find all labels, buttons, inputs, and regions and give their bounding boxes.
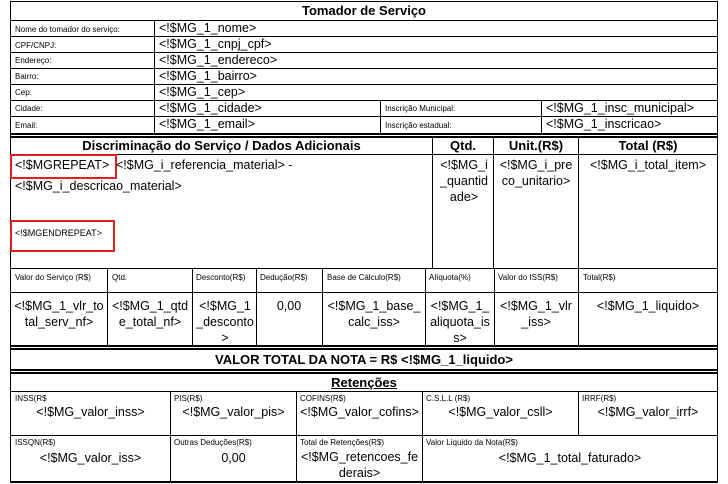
inscricao-estadual-label: Inscrição estadual: [385,121,452,130]
inscricao-municipal-label: Inscrição Municipal: [385,104,456,113]
qtd-header: Qtd. [450,138,476,153]
endereco-value: <!$MG_1_endereco> [159,53,278,67]
email-value: <!$MG_1_email> [159,117,255,131]
cidade-label: Cidade: [15,104,43,113]
total-retencoes-label: Total de Retenções(R$) [300,438,385,447]
bairro-label: Bairro: [15,72,39,81]
valor-liquido-value: <!$MG_1_total_faturado> [498,451,642,465]
total-liquido-value: <!$MG_1_liquido> [596,299,700,313]
aliquota-value: <!$MG_1_aliquota_iss> [430,299,490,345]
valor-servico-value: <!$MG_1_vlr_total_serv_nf> [14,299,104,329]
total-item-value: <!$MG_i_total_item> [589,158,707,172]
deducao-value: 0,00 [276,299,302,313]
outras-deducoes-value: 0,00 [221,451,246,465]
cpf-cnpj-label: CPF/CNPJ: [15,41,57,50]
preco-unitario-value: <!$MG_i_preco_unitario> [499,158,573,188]
cep-value: <!$MG_1_cep> [159,85,246,99]
total-label: Total(R$) [583,273,616,282]
inss-label: INSS(R$ [15,394,47,403]
quantidade-value: <!$MG_i_quantidade> [440,158,488,204]
csll-value: <!$MG_valor_csll> [448,405,553,419]
pis-label: PIS(R$) [174,394,203,403]
cidade-value: <!$MG_1_cidade> [159,101,262,115]
nome-label: Nome do tomador do serviço: [15,25,120,34]
base-calculo-label: Base de Cálculo(R$) [327,273,401,282]
pis-value: <!$MG_valor_pis> [182,405,285,419]
cofins-label: COFINS(R$) [300,394,346,403]
irrf-value: <!$MG_valor_irrf> [597,405,699,419]
email-label: Email: [15,121,38,130]
deducao-label: Dedução(R$) [260,273,308,282]
desconto-label: Desconto(R$) [196,273,246,282]
valor-servico-label: Valor do Serviço (R$) [15,273,91,282]
valor-iss-label: Valor do ISS(R$) [498,273,558,282]
bairro-value: <!$MG_1_bairro> [159,69,257,83]
aliquota-label: Alíquota(%) [429,273,471,282]
csll-label: C.S.L.L (R$) [426,394,471,403]
issqn-value: <!$MG_valor_iss> [39,451,142,465]
irrf-label: IRRF(R$) [582,394,617,403]
nome-value: <!$MG_1_nome> [159,21,257,35]
repeat-tag: <!$MGREPEAT> [15,158,110,172]
unit-header: Unit.(R$) [508,138,564,153]
inscricao-estadual-value: <!$MG_1_inscricao> [546,117,662,131]
outras-deducoes-label: Outras Deduções(R$) [174,438,252,447]
inscricao-municipal-value: <!$MG_1_insc_municipal> [546,101,694,115]
total-header: Total (R$) [618,138,678,153]
endereco-label: Endereço: [15,56,52,65]
tomador-title: Tomador de Serviço [301,3,426,18]
valor-iss-value: <!$MG_1_vlr_iss> [500,299,572,329]
endrepeat-tag: <!$MGENDREPEAT> [15,228,102,238]
referencia-material: <!$MG_i_referencia_material> - [116,158,293,172]
descricao-material: <!$MG_i_descricao_material> [15,179,182,193]
qtd-total-value: <!$MG_1_qtde_total_nf> [111,299,189,329]
valor-liquido-label: Valor Liquido da Nota(R$) [426,438,518,447]
descricao-header: Discriminação do Serviço / Dados Adicionais [82,138,361,153]
inss-value: <!$MG_valor_inss> [36,405,145,419]
total-retencoes-value: <!$MG_retencoes_federais> [300,450,419,480]
desconto-value: <!$MG_1_desconto> [196,299,254,345]
cpf-cnpj-value: <!$MG_1_cnpj_cpf> [159,37,272,51]
base-calculo-value: <!$MG_1_base_calc_iss> [327,299,421,329]
retencoes-title: Retenções [331,375,397,390]
issqn-label: ISSQN(R$) [15,438,56,447]
cep-label: Cep: [15,88,32,97]
valor-total-nota: VALOR TOTAL DA NOTA = R$ <!$MG_1_liquido> [215,352,513,367]
qtd-label: Qtd. [112,273,128,282]
cofins-value: <!$MG_valor_cofins> [300,405,419,419]
